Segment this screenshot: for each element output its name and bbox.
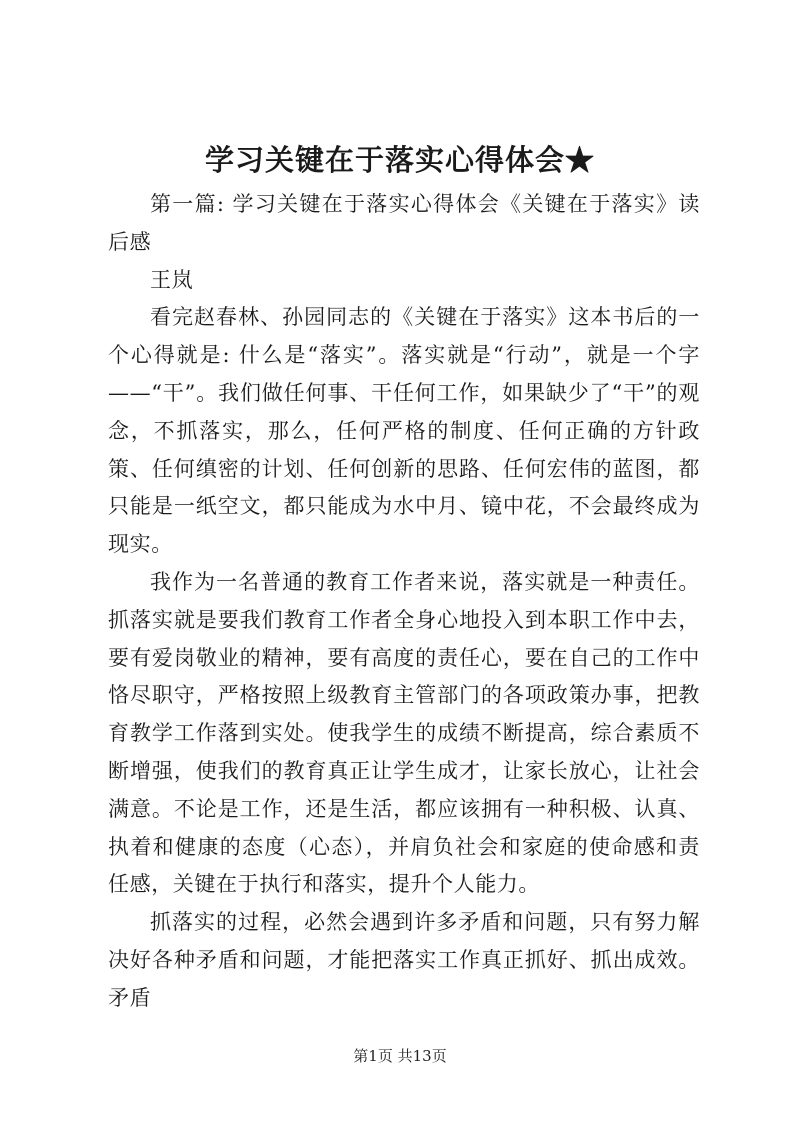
document-title: 学习关键在于落实心得体会★ (204, 143, 595, 177)
paragraph: 看完赵春林、孙园同志的《关键在于落实》这本书后的一个心得就是: 什么是“落实”。落实就是“行动”，就是一个字——“干”。我们做任何事、干任何工作，如果缺少了“干”的观念，不抓落实，那么，任何严格的制度、任何正确的方针政策、任何缜密的计划、任何创新的思路、任何宏伟的蓝图，都只能是一纸空文，都只能成为水中月、镜中花，不会最终成为现实。 (108, 305, 700, 557)
page-number-footer: 第1页 共13页 (353, 1047, 447, 1065)
paragraph: 我作为一名普通的教育工作者来说，落实就是一种责任。抓落实就是要我们教育工作者全身心地投入到本职工作中去，要有爱岗敬业的精神，要有高度的责任心，要在自己的工作中恪尽职守，严格按照上级教育主管部门的各项政策办事，把教育教学工作落到实处。使我学生的成绩不断提高，综合素质不断增强，使我们的教育真正让学生成才，让家长放心，让社会满意。不论是工作，还是生活，都应该拥有一种积极、认真、执着和健康的态度（心态），并肩负社会和家庭的使命感和责任感，关键在于执行和落实，提升个人能力。 (108, 569, 700, 897)
document-body (108, 186, 700, 1018)
paragraph: 抓落实的过程，必然会遇到许多矛盾和问题，只有努力解决好各种矛盾和问题，才能把落实工作真正抓好、抓出成效。矛盾 (108, 910, 700, 1010)
author-name: 王岚 (150, 267, 194, 292)
section-heading: 第一篇: 学习关键在于落实心得体会《关键在于落实》读后感 (108, 192, 700, 254)
